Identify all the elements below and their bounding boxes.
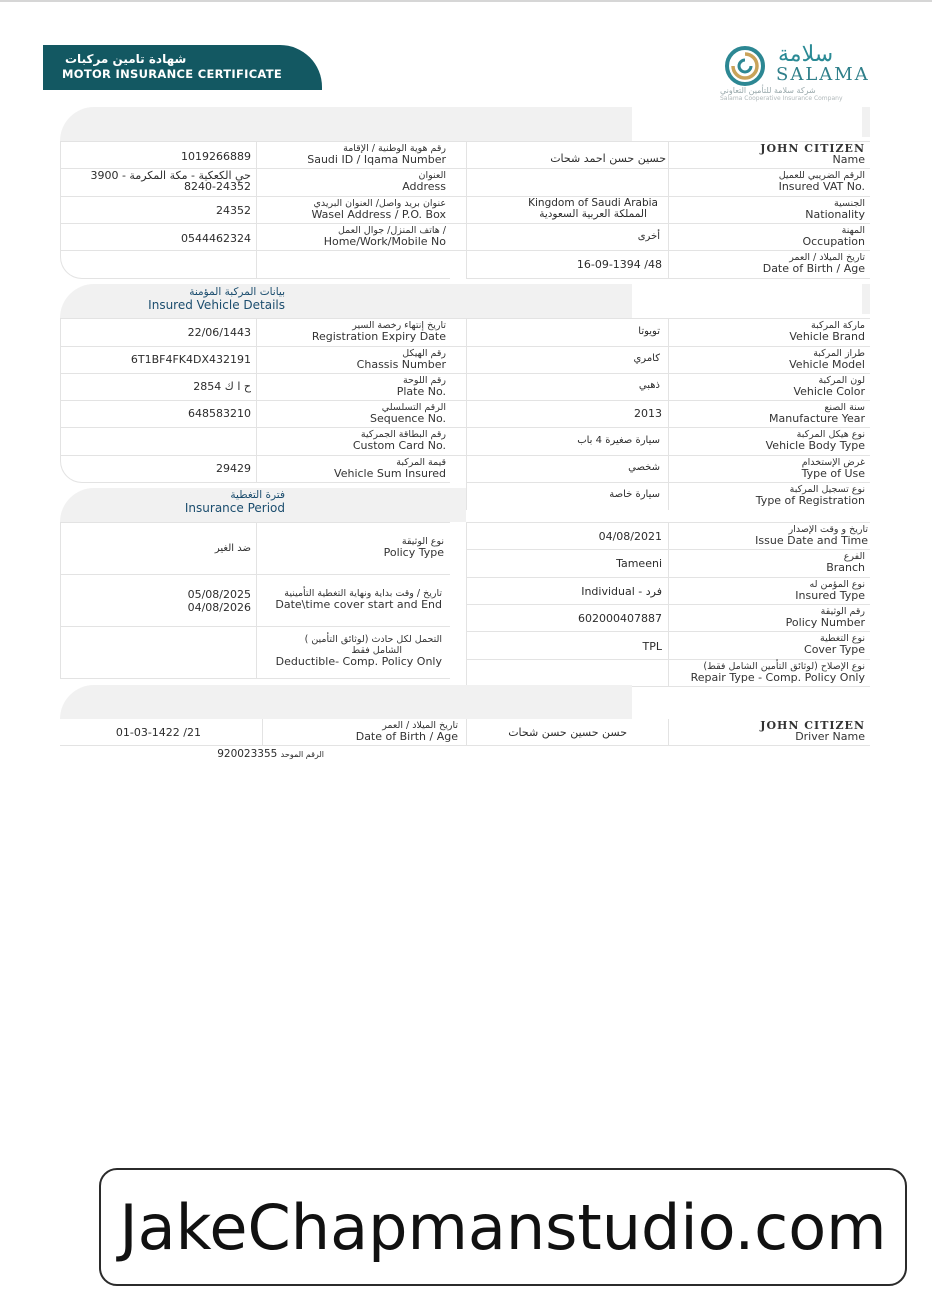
sum-insured-value: 29429 (216, 462, 251, 475)
insured-type-value: Individual - فرد (581, 585, 662, 598)
brand-value: تويوتا (638, 326, 660, 337)
driver-name-en: JOHN CITIZEN (760, 719, 865, 732)
policy-type-label: نوع الوثيقة Policy Type (383, 536, 444, 559)
divider (60, 346, 870, 347)
brand-label: ماركة المركبة Vehicle Brand (789, 320, 865, 343)
registration-expiry-label: تاريخ إنتهاء رخصة السير Registration Expiry Date (311, 320, 446, 343)
unified-number (217, 748, 324, 760)
title-arabic: شهادة تامين مركبات (65, 52, 187, 66)
divider (60, 626, 450, 627)
vehicle-band-cap (862, 284, 870, 314)
cover-type-label: نوع التغطية Cover Type (804, 633, 865, 656)
divider (466, 719, 467, 745)
divider (60, 196, 870, 197)
phone-label: / هاتف المنزل/ جوال العمل Home/Work/Mobile No (323, 225, 446, 248)
cover-dates-value: 05/08/2025 04/08/2026 (187, 588, 251, 614)
issue-date-value: 04/08/2021 (598, 530, 662, 543)
chassis-label: رقم الهيكل Chassis Number (356, 348, 446, 371)
year-value: 2013 (634, 407, 662, 420)
divider (60, 223, 870, 224)
sum-insured-label: قيمة المركبة Vehicle Sum Insured (334, 457, 446, 480)
logo-subtitle-arabic: شركة سلامة للتأمين التعاوني (720, 86, 816, 95)
logo-english-text: SALAMA (776, 64, 870, 85)
divider (466, 522, 467, 686)
insured-band-cap (862, 107, 870, 137)
registration-type-value: سيارة خاصة (609, 489, 660, 500)
sequence-label: الرقم التسلسلي Sequence No. (369, 402, 446, 425)
insured-name-ar: حسين حسن احمد شحات (550, 152, 666, 165)
cover-dates-label: تاريخ / وقت بداية ونهاية التغطية التأمينية Date\time cover start and End (275, 588, 442, 611)
nationality-value: Kingdom of Saudi Arabia المملكة العربية السعودية (528, 197, 658, 220)
insured-section-band (60, 107, 632, 141)
insured-name-en: JOHN CITIZEN (760, 142, 865, 155)
driver-section-band (60, 685, 632, 719)
driver-name-label: JOHN CITIZEN Driver Name (669, 720, 865, 742)
certificate-title-badge (43, 45, 322, 90)
logo-subtitle-english: Salama Cooperative Insurance Company (720, 95, 843, 102)
registration-type-label: نوع تسجيل المركبة Type of Registration (755, 484, 865, 507)
divider (60, 250, 870, 251)
salama-swirl-icon (720, 44, 770, 88)
occupation-label: المهنة Occupation (802, 225, 865, 248)
divider (60, 141, 870, 142)
body-type-label: نوع هيكل المركبة Vehicle Body Type (765, 429, 865, 452)
divider (466, 318, 467, 510)
insured-vat-label: الرقم الضريبي للعميل Insured VAT No. (778, 170, 865, 193)
phone-value: 0544462324 (181, 232, 251, 245)
wasel-label: عنوان بريد واصل/ العنوان البريدي Wasel Address / P.O. Box (311, 198, 446, 221)
plate-value: ح ا ك 2854 (193, 380, 251, 393)
branch-label: الفرع Branch (826, 551, 865, 574)
address-label: العنوان Address (402, 170, 446, 193)
year-label: سنة الصنع Manufacture Year (769, 402, 865, 425)
watermark-text: JakeChapmanstudio.com (119, 1190, 887, 1264)
policy-number-value: 602000407887 (578, 612, 662, 625)
divider (60, 522, 450, 523)
policy-type-value: ضد الغير (214, 543, 251, 554)
color-label: لون المركبة Vehicle Color (793, 375, 865, 398)
divider (60, 373, 870, 374)
sequence-value: 648583210 (188, 407, 251, 420)
divider (60, 427, 870, 428)
nationality-label: الجنسية Nationality (805, 198, 865, 221)
plate-label: رقم اللوحة Plate No. (396, 375, 446, 398)
insured-type-label: نوع المؤمن له Insured Type (795, 579, 865, 602)
address-value: حي الكعكية - مكة المكرمة - 3900 8240-24352 (90, 169, 251, 193)
color-value: ذهبي (638, 380, 660, 391)
divider (60, 455, 870, 456)
model-label: طراز المركبة Vehicle Model (789, 348, 865, 371)
id-label: رقم هوية الوطنية / الإقامة Saudi ID / Iqama Number (307, 143, 446, 166)
custom-card-label: رقم البطاقة الجمركية Custom Card No. (352, 429, 446, 452)
unified-number-label: الرقم الموحد (280, 750, 324, 759)
divider (60, 400, 870, 401)
registration-expiry-value: 22/06/1443 (187, 326, 251, 339)
wasel-value: 24352 (216, 204, 251, 217)
chassis-value: 6T1BF4FK4DX432191 (130, 353, 251, 366)
model-value: كامري (633, 353, 660, 364)
use-type-label: غرض الإستخدام Type of Use (801, 457, 865, 480)
dob-value: 16-09-1394 /48 (576, 258, 662, 271)
branch-value: Tameeni (616, 557, 662, 570)
divider (60, 574, 450, 575)
body-type-value: سيارة صغيرة 4 باب (577, 435, 660, 446)
divider (466, 141, 467, 279)
id-value: 1019266889 (181, 150, 251, 163)
policy-number-label: رقم الوثيقة Policy Number (785, 606, 865, 629)
issue-date-label: تاريخ و وقت الإصدار Issue Date and Time (755, 524, 868, 547)
vehicle-section-title: بيانات المركبة المؤمنة Insured Vehicle Details (148, 286, 285, 312)
top-border (0, 0, 932, 2)
period-section-title: فترة التغطية Insurance Period (184, 489, 285, 515)
driver-dob-value: 01-03-1422 /21 (115, 726, 201, 739)
cover-type-value: TPL (642, 640, 662, 653)
use-type-value: شخصي (628, 462, 660, 473)
deductible-label: التحمل لكل حادث (لوثائق التأمين ) الشامل فقط Deductible- Comp. Policy Only (275, 634, 442, 668)
watermark-banner (99, 1168, 907, 1286)
salama-logo (718, 42, 878, 104)
title-english: MOTOR INSURANCE CERTIFICATE (62, 67, 283, 81)
repair-type-label: نوع الإصلاح (لوثائق التأمين الشامل فقط) Repair Type - Comp. Policy Only (690, 661, 865, 684)
dob-label: تاريخ الميلاد / العمر Date of Birth / Age (762, 252, 865, 275)
insured-name-label: JOHN CITIZEN Name (669, 143, 865, 165)
driver-name-ar: حسن حسين حسن شحات (508, 726, 627, 739)
occupation-value: أخرى (637, 231, 660, 242)
divider (60, 318, 870, 319)
logo-arabic-text: سلامة (778, 42, 834, 67)
divider (60, 745, 870, 746)
driver-dob-label: تاريخ الميلاد / العمر Date of Birth / Age (355, 720, 458, 743)
unified-number-value: 920023355 (217, 748, 278, 760)
divider (262, 719, 263, 745)
vehicle-section-band (60, 284, 632, 318)
